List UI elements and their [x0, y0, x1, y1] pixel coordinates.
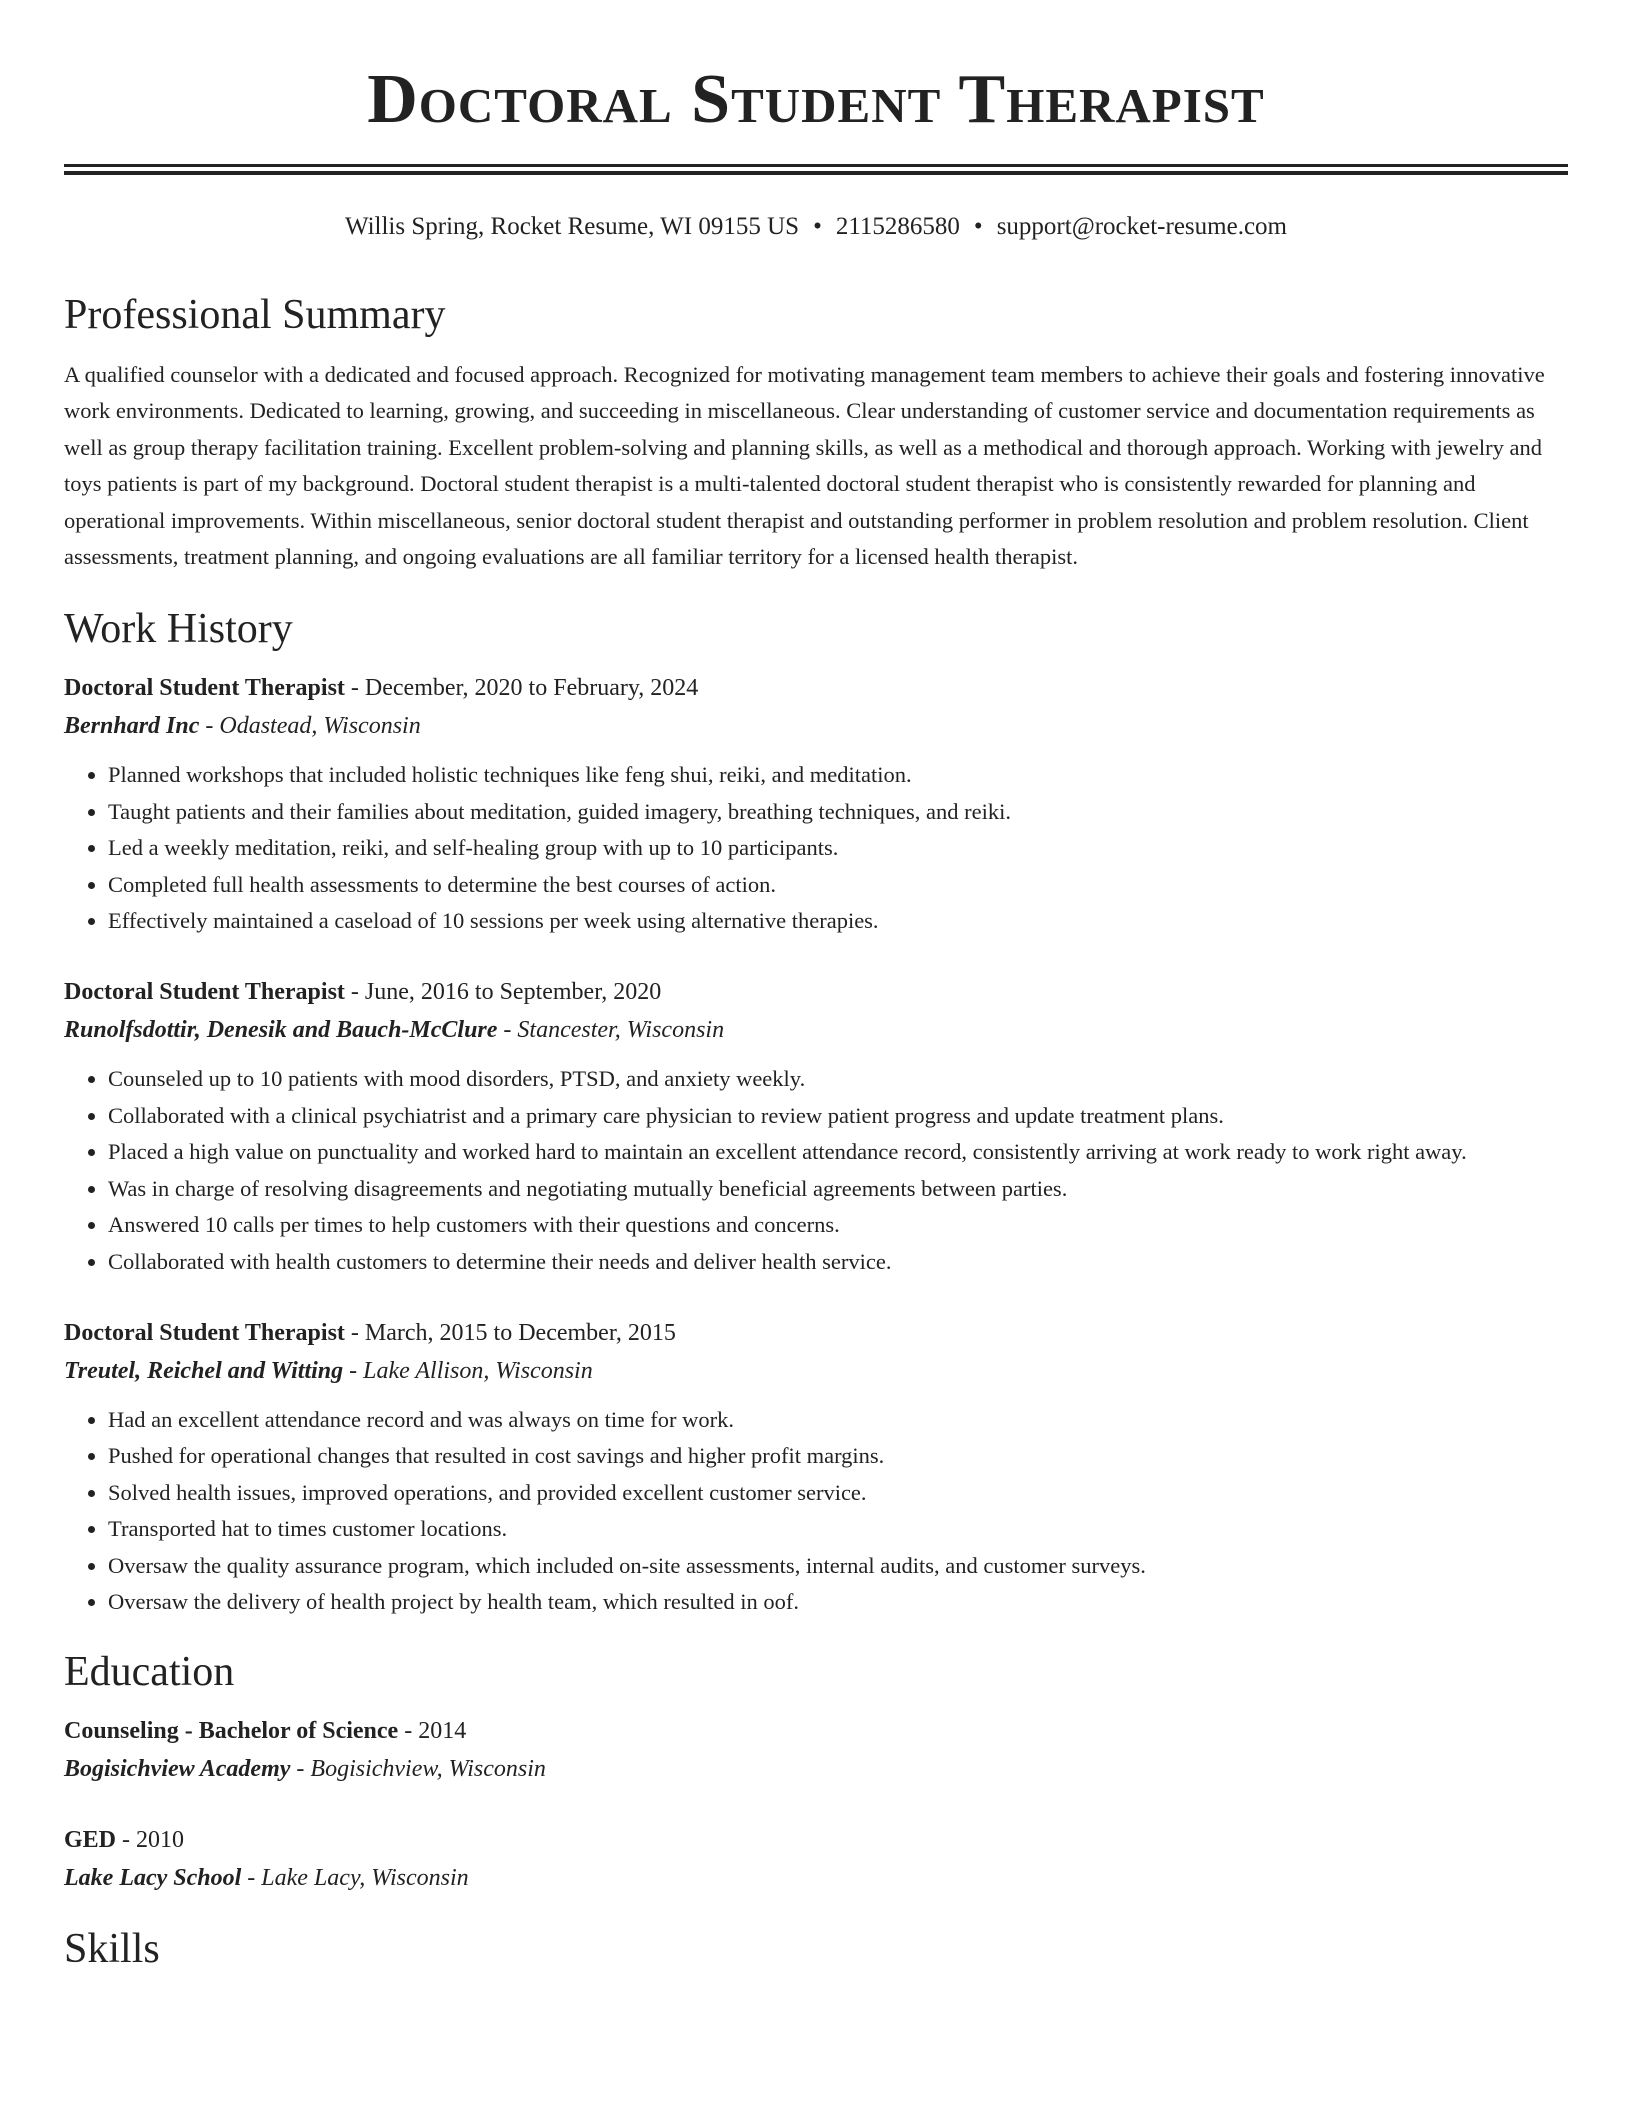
job-bullet-list [64, 1061, 1568, 1279]
job-dates: June, 2016 to September, 2020 [364, 979, 662, 1006]
education-school-line [64, 1859, 1568, 1897]
job-dates: December, 2020 to February, 2024 [364, 675, 699, 702]
job-bullet: • Solved health issues, improved operations, and provided excellent customer service. [108, 1475, 1568, 1511]
education-school: Lake Lacy School [64, 1865, 242, 1892]
job-bullet: • Transported hat to times customer locations. [108, 1511, 1568, 1547]
title-rule-top [64, 164, 1568, 167]
job-location: Odastead, Wisconsin [219, 713, 421, 740]
education-degree: Counseling - Bachelor of Science [64, 1718, 399, 1745]
skills-heading: Skills [64, 1926, 160, 1973]
contact-phone: 2115286580 [835, 213, 960, 240]
job-bullet: • Effectively maintained a caseload of 10 sessions per week using alternative therapies. [108, 903, 1568, 939]
contact-separator: • [973, 213, 983, 240]
job-bullet-list [64, 1402, 1568, 1620]
job-title-line [64, 1314, 1568, 1352]
job-dash: - [497, 1017, 518, 1044]
education-dash: - [290, 1756, 311, 1783]
job-bullet: • Collaborated with health customers to determine their needs and deliver health service. [108, 1244, 1568, 1280]
job-bullet: • Was in charge of resolving disagreements and negotiating mutually beneficial agreements between parties. [108, 1171, 1568, 1207]
job-bullet: • Counseled up to 10 patients with mood disorders, PTSD, and anxiety weekly. [108, 1061, 1568, 1097]
education-degree: GED [64, 1827, 117, 1854]
job-bullet: • Had an excellent attendance record and was always on time for work. [108, 1402, 1568, 1438]
job-bullet: • Collaborated with a clinical psychiatrist and a primary care physician to review patient progress and update treatment plans. [108, 1098, 1568, 1134]
job-dash: - [343, 1357, 364, 1384]
education-year: 2014 [418, 1718, 467, 1745]
job-dash: - [344, 675, 365, 702]
job-dash: - [344, 1319, 365, 1346]
job-bullet: • Placed a high value on punctuality and worked hard to maintain an excellent attendance record, consistently arriving at work ready to work right away. [108, 1134, 1568, 1170]
job-company: Runolfsdottir, Denesik and Bauch-McClure [64, 1017, 498, 1044]
education-school-line [64, 1750, 1568, 1788]
job-title-line [64, 973, 1568, 1011]
education-location: Bogisichview, Wisconsin [310, 1756, 546, 1783]
job-title: Doctoral Student Therapist [64, 979, 345, 1006]
job-company: Bernhard Inc [64, 713, 200, 740]
job-company-line [64, 1352, 1568, 1390]
education-year: 2010 [136, 1827, 185, 1854]
job-entry [64, 1314, 1568, 1620]
job-bullet: • Planned workshops that included holistic techniques like feng shui, reiki, and meditation. [108, 757, 1568, 793]
job-company-line [64, 1011, 1568, 1049]
contact-separator: • [813, 213, 822, 240]
job-bullet: • Answered 10 calls per times to help customers with their questions and concerns. [108, 1207, 1568, 1243]
job-bullet: • Completed full health assessments to determine the best courses of action. [108, 867, 1568, 903]
job-company-line [64, 707, 1568, 745]
contact-email: support@rocket-resume.com [996, 213, 1287, 240]
job-entry [64, 973, 1568, 1279]
job-title: Doctoral Student Therapist [64, 1319, 345, 1346]
job-dates: March, 2015 to December, 2015 [364, 1319, 676, 1346]
education-location: Lake Lacy, Wisconsin [261, 1865, 469, 1892]
resume-title: Doctoral Student Therapist [367, 61, 1265, 138]
job-bullet-list [64, 757, 1568, 939]
job-bullet: • Oversaw the delivery of health project by health team, which resulted in oof. [108, 1584, 1568, 1620]
education-degree-line [64, 1821, 1568, 1859]
education-dash: - [398, 1718, 419, 1745]
education-dash: - [241, 1865, 262, 1892]
job-bullet: • Taught patients and their families about meditation, guided imagery, breathing techniques, and reiki. [108, 794, 1568, 830]
job-title-line [64, 669, 1568, 707]
summary-text: A qualified counselor with a dedicated and focused approach. Recognized for motivating management team members to achieve their goals and fostering innovative work environments. Dedicated to learning, growing, and succeeding in miscellaneous. Clear understanding of customer service and documentation requirements as well as group therapy facilitation training. Excellent problem-solving and planning skills, as well as a methodical and thorough approach. Working with jewelry and toys patients is part of my background. Doctoral student therapist is a multi-talented doctoral student therapist who is consistently rewarded for planning and operational improvements. Within miscellaneous, senior doctoral student therapist and outstanding performer in problem resolution and problem resolution. Client assessments, treatment planning, and ongoing evaluations are all familiar territory for a licensed health therapist. [64, 362, 1545, 570]
education-entry [64, 1712, 1568, 1788]
education-degree-line [64, 1712, 1568, 1750]
summary-heading: Professional Summary [64, 292, 446, 338]
education-entry [64, 1821, 1568, 1897]
job-bullet: • Pushed for operational changes that resulted in cost savings and higher profit margins. [108, 1438, 1568, 1474]
education-dash: - [116, 1827, 137, 1854]
job-dash: - [199, 713, 220, 740]
contact-address: Willis Spring, Rocket Resume, WI 09155 US [345, 213, 800, 240]
job-dash: - [344, 979, 365, 1006]
job-location: Lake Allison, Wisconsin [363, 1357, 593, 1384]
job-location: Stancester, Wisconsin [517, 1017, 725, 1044]
title-rule-bottom [64, 171, 1568, 175]
contact-line [64, 211, 1568, 243]
job-title: Doctoral Student Therapist [64, 675, 345, 702]
job-bullet: • Oversaw the quality assurance program, which included on-site assessments, internal audits, and customer surveys. [108, 1548, 1568, 1584]
education-school: Bogisichview Academy [64, 1756, 291, 1783]
job-bullet: • Led a weekly meditation, reiki, and self-healing group with up to 10 participants. [108, 830, 1568, 866]
education-heading: Education [64, 1649, 235, 1696]
work-history-heading: Work History [64, 606, 293, 653]
job-company: Treutel, Reichel and Witting [64, 1357, 344, 1384]
job-entry [64, 669, 1568, 939]
